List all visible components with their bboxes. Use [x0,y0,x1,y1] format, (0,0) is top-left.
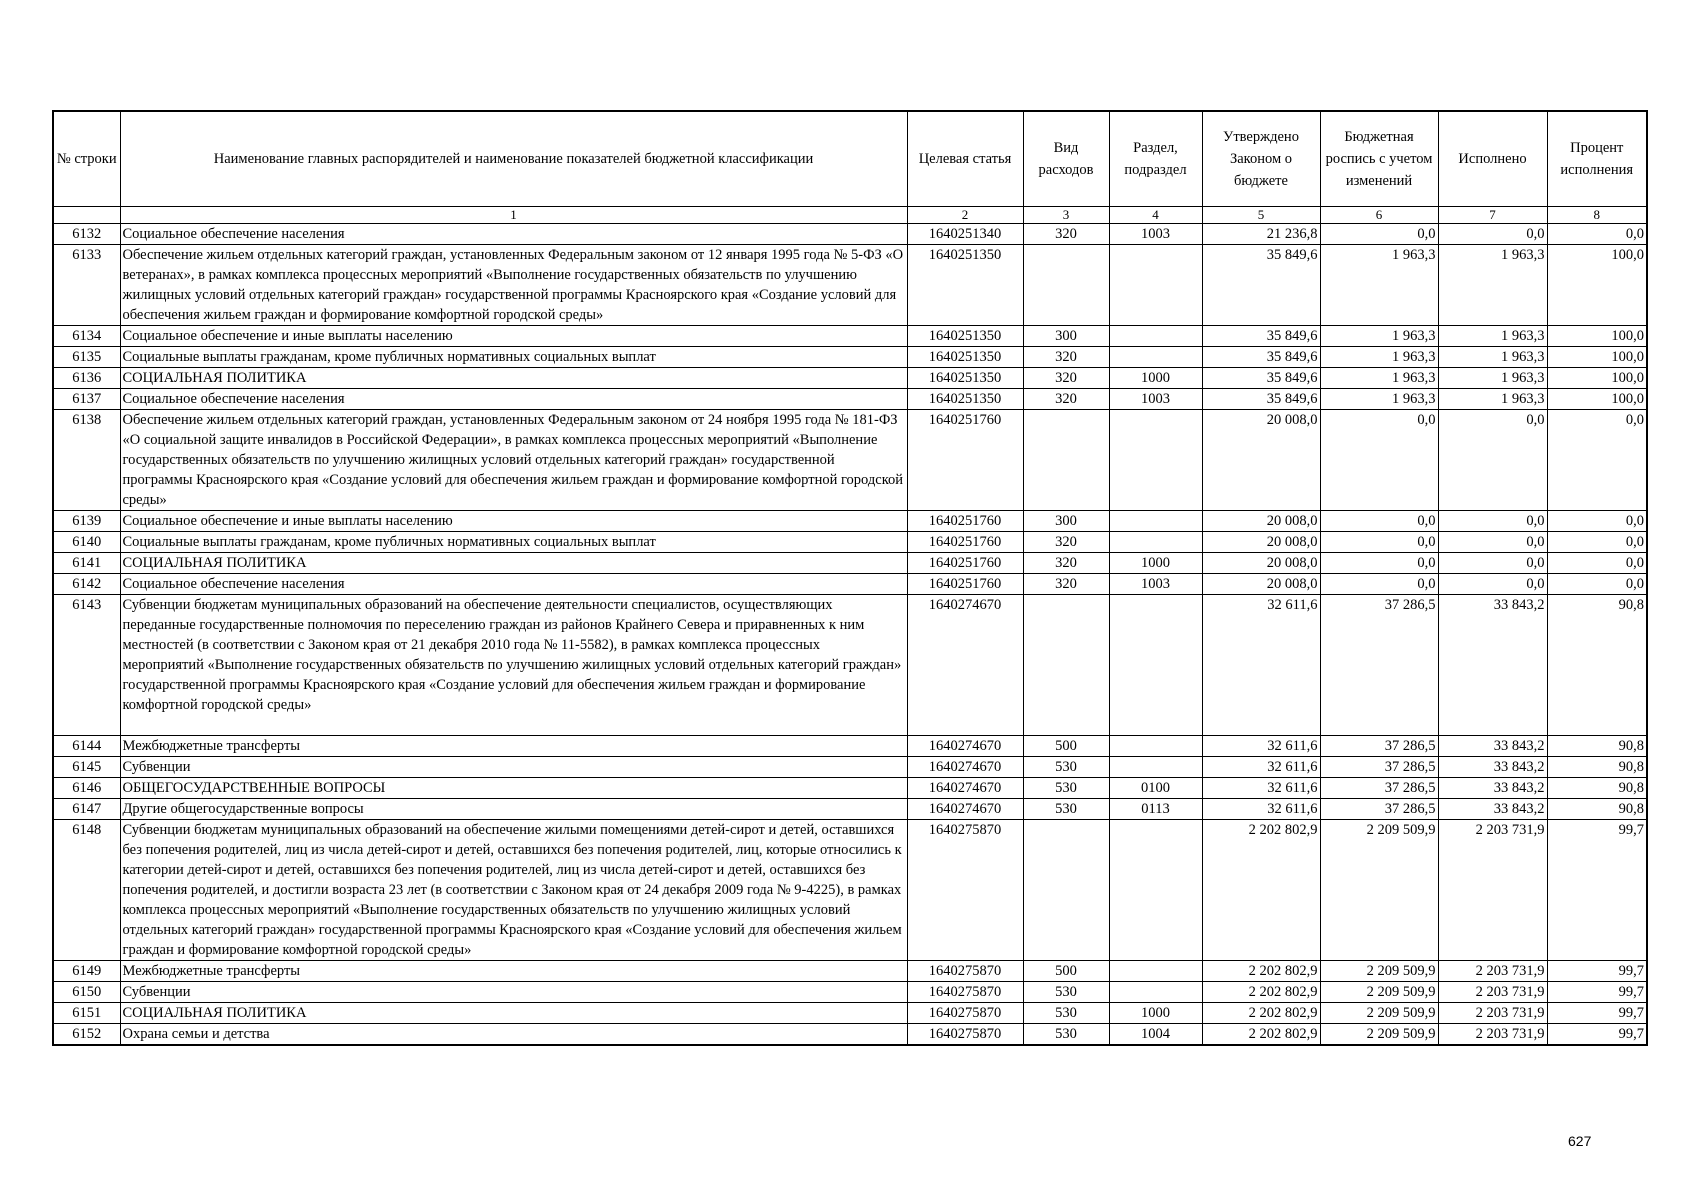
approved-amount-cell: 2 202 802,9 [1202,820,1320,961]
percent-cell: 99,7 [1547,961,1647,982]
revised-amount-cell: 37 286,5 [1320,736,1438,757]
table-row [53,799,1647,820]
executed-amount-cell: 0,0 [1438,553,1547,574]
header-section: Раздел, подраздел [1109,111,1202,207]
revised-amount-cell: 0,0 [1320,410,1438,511]
indicator-name-cell: Социальное обеспечение и иные выплаты населению [120,326,907,347]
section-cell [1109,410,1202,511]
table-row [53,553,1647,574]
indicator-name-cell: СОЦИАЛЬНАЯ ПОЛИТИКА [120,368,907,389]
executed-amount-cell: 2 203 731,9 [1438,961,1547,982]
approved-amount-cell: 35 849,6 [1202,245,1320,326]
expense-type-cell: 530 [1023,982,1109,1003]
column-number: 3 [1023,207,1109,224]
approved-amount-cell: 2 202 802,9 [1202,1003,1320,1024]
row-number-cell: 6147 [53,799,120,820]
row-number-cell: 6152 [53,1024,120,1046]
section-cell [1109,245,1202,326]
target-article-cell: 1640251760 [907,532,1023,553]
revised-amount-cell: 37 286,5 [1320,595,1438,736]
revised-amount-cell: 2 209 509,9 [1320,982,1438,1003]
percent-cell: 100,0 [1547,389,1647,410]
percent-cell: 0,0 [1547,532,1647,553]
expense-type-cell: 530 [1023,757,1109,778]
section-cell: 0113 [1109,799,1202,820]
section-cell [1109,532,1202,553]
row-number-cell: 6137 [53,389,120,410]
percent-cell: 0,0 [1547,574,1647,595]
revised-amount-cell: 0,0 [1320,553,1438,574]
percent-cell: 99,7 [1547,1003,1647,1024]
target-article-cell: 1640275870 [907,820,1023,961]
column-number: 6 [1320,207,1438,224]
target-article-cell: 1640251350 [907,347,1023,368]
row-number-cell: 6144 [53,736,120,757]
executed-amount-cell: 1 963,3 [1438,347,1547,368]
percent-cell: 100,0 [1547,326,1647,347]
revised-amount-cell: 1 963,3 [1320,326,1438,347]
expense-type-cell: 320 [1023,574,1109,595]
section-cell: 1000 [1109,553,1202,574]
row-number-cell: 6151 [53,1003,120,1024]
section-cell: 0100 [1109,778,1202,799]
section-cell: 1000 [1109,368,1202,389]
indicator-name-cell: Социальное обеспечение населения [120,389,907,410]
row-number-cell: 6142 [53,574,120,595]
column-number [53,207,120,224]
executed-amount-cell: 1 963,3 [1438,245,1547,326]
revised-amount-cell: 1 963,3 [1320,389,1438,410]
revised-amount-cell: 2 209 509,9 [1320,820,1438,961]
executed-amount-cell: 0,0 [1438,532,1547,553]
target-article-cell: 1640275870 [907,1003,1023,1024]
approved-amount-cell: 32 611,6 [1202,736,1320,757]
section-cell [1109,757,1202,778]
table-row [53,736,1647,757]
table-row [53,224,1647,245]
executed-amount-cell: 33 843,2 [1438,736,1547,757]
executed-amount-cell: 33 843,2 [1438,757,1547,778]
percent-cell: 90,8 [1547,595,1647,736]
approved-amount-cell: 20 008,0 [1202,511,1320,532]
section-cell: 1004 [1109,1024,1202,1046]
target-article-cell: 1640275870 [907,1024,1023,1046]
column-number: 2 [907,207,1023,224]
header-revised: Бюджетная роспись с учетом изменений [1320,111,1438,207]
approved-amount-cell: 32 611,6 [1202,799,1320,820]
expense-type-cell: 320 [1023,532,1109,553]
section-cell [1109,820,1202,961]
header-approved: Утверждено Законом о бюджете [1202,111,1320,207]
table-row [53,245,1647,326]
approved-amount-cell: 32 611,6 [1202,595,1320,736]
approved-amount-cell: 2 202 802,9 [1202,982,1320,1003]
expense-type-cell: 300 [1023,326,1109,347]
expense-type-cell [1023,820,1109,961]
target-article-cell: 1640251350 [907,245,1023,326]
percent-cell: 0,0 [1547,553,1647,574]
approved-amount-cell: 32 611,6 [1202,757,1320,778]
row-number-cell: 6141 [53,553,120,574]
table-row [53,368,1647,389]
column-number-row [53,207,1647,224]
executed-amount-cell: 2 203 731,9 [1438,1024,1547,1046]
indicator-name-cell: Социальное обеспечение и иные выплаты населению [120,511,907,532]
target-article-cell: 1640251760 [907,410,1023,511]
expense-type-cell: 500 [1023,961,1109,982]
section-cell: 1003 [1109,389,1202,410]
approved-amount-cell: 2 202 802,9 [1202,1024,1320,1046]
target-article-cell: 1640251350 [907,326,1023,347]
expense-type-cell: 530 [1023,778,1109,799]
indicator-name-cell: ОБЩЕГОСУДАРСТВЕННЫЕ ВОПРОСЫ [120,778,907,799]
column-number: 5 [1202,207,1320,224]
executed-amount-cell: 0,0 [1438,511,1547,532]
indicator-name-cell: Социальные выплаты гражданам, кроме публичных нормативных социальных выплат [120,347,907,368]
expense-type-cell: 320 [1023,224,1109,245]
expense-type-cell: 530 [1023,1024,1109,1046]
table-row [53,1003,1647,1024]
executed-amount-cell: 0,0 [1438,574,1547,595]
indicator-name-cell: Обеспечение жильем отдельных категорий граждан, установленных Федеральным законом от 12 января 1995 года № 5-ФЗ «О ветеранах», в рамках комплекса процессных мероприятий «Выполнение государственных обязательств по улучшению жилищных условий отдельных категорий граждан» государственной программы Красноярского края «Создание условий для обеспечения жильем граждан и формирование комфортной городской среды» [120,245,907,326]
indicator-name-cell: Другие общегосударственные вопросы [120,799,907,820]
approved-amount-cell: 20 008,0 [1202,574,1320,595]
section-cell: 1000 [1109,1003,1202,1024]
table-header [53,111,1647,224]
percent-cell: 100,0 [1547,368,1647,389]
expense-type-cell [1023,245,1109,326]
percent-cell: 90,8 [1547,799,1647,820]
target-article-cell: 1640274670 [907,595,1023,736]
section-cell [1109,736,1202,757]
table-row [53,757,1647,778]
row-number-cell: 6136 [53,368,120,389]
expense-type-cell: 320 [1023,553,1109,574]
executed-amount-cell: 33 843,2 [1438,799,1547,820]
approved-amount-cell: 20 008,0 [1202,410,1320,511]
indicator-name-cell: Социальное обеспечение населения [120,224,907,245]
table-row [53,410,1647,511]
percent-cell: 99,7 [1547,820,1647,961]
revised-amount-cell: 1 963,3 [1320,347,1438,368]
table-row [53,347,1647,368]
table-row [53,574,1647,595]
table-row [53,961,1647,982]
table-row [53,532,1647,553]
table-row [53,1024,1647,1046]
indicator-name-cell: Субвенции бюджетам муниципальных образований на обеспечение деятельности специалистов, осуществляющих переданные государственные полномочия по переселению граждан из районов Крайнего Севера и приравненных к ним местностей (в соответствии с Законом края от 21 декабря 2010 года № 11-5582), в рамках комплекса процессных мероприятий «Выполнение государственных обязательств по улучшению жилищных условий отдельных категорий граждан» государственной программы Красноярского края «Создание условий для обеспечения жильем граждан и формирование комфортной городской среды» [120,595,907,736]
approved-amount-cell: 2 202 802,9 [1202,961,1320,982]
revised-amount-cell: 2 209 509,9 [1320,961,1438,982]
approved-amount-cell: 20 008,0 [1202,553,1320,574]
indicator-name-cell: СОЦИАЛЬНАЯ ПОЛИТИКА [120,553,907,574]
percent-cell: 99,7 [1547,982,1647,1003]
column-number: 7 [1438,207,1547,224]
indicator-name-cell: Социальные выплаты гражданам, кроме публичных нормативных социальных выплат [120,532,907,553]
row-number-cell: 6132 [53,224,120,245]
row-number-cell: 6140 [53,532,120,553]
approved-amount-cell: 35 849,6 [1202,389,1320,410]
expense-type-cell: 530 [1023,799,1109,820]
column-number: 8 [1547,207,1647,224]
revised-amount-cell: 0,0 [1320,532,1438,553]
revised-amount-cell: 2 209 509,9 [1320,1003,1438,1024]
expense-type-cell: 500 [1023,736,1109,757]
revised-amount-cell: 37 286,5 [1320,757,1438,778]
target-article-cell: 1640251760 [907,511,1023,532]
table-body [53,224,1647,1046]
row-number-cell: 6150 [53,982,120,1003]
revised-amount-cell: 1 963,3 [1320,368,1438,389]
indicator-name-cell: Межбюджетные трансферты [120,736,907,757]
column-number: 4 [1109,207,1202,224]
target-article-cell: 1640275870 [907,961,1023,982]
percent-cell: 90,8 [1547,736,1647,757]
header-target-article: Целевая статья [907,111,1023,207]
executed-amount-cell: 0,0 [1438,224,1547,245]
target-article-cell: 1640274670 [907,736,1023,757]
column-number: 1 [120,207,907,224]
percent-cell: 100,0 [1547,245,1647,326]
header-executed: Исполнено [1438,111,1547,207]
section-cell: 1003 [1109,224,1202,245]
percent-cell: 90,8 [1547,778,1647,799]
indicator-name-cell: Межбюджетные трансферты [120,961,907,982]
executed-amount-cell: 2 203 731,9 [1438,820,1547,961]
row-number-cell: 6138 [53,410,120,511]
approved-amount-cell: 35 849,6 [1202,326,1320,347]
executed-amount-cell: 1 963,3 [1438,368,1547,389]
section-cell [1109,511,1202,532]
target-article-cell: 1640274670 [907,778,1023,799]
executed-amount-cell: 2 203 731,9 [1438,1003,1547,1024]
percent-cell: 99,7 [1547,1024,1647,1046]
target-article-cell: 1640251760 [907,553,1023,574]
table-row [53,778,1647,799]
row-number-cell: 6133 [53,245,120,326]
row-number-cell: 6145 [53,757,120,778]
section-cell [1109,326,1202,347]
row-number-cell: 6135 [53,347,120,368]
approved-amount-cell: 35 849,6 [1202,347,1320,368]
executed-amount-cell: 1 963,3 [1438,389,1547,410]
row-number-cell: 6146 [53,778,120,799]
section-cell [1109,961,1202,982]
indicator-name-cell: Охрана семьи и детства [120,1024,907,1046]
percent-cell: 100,0 [1547,347,1647,368]
row-number-cell: 6148 [53,820,120,961]
header-expense-type: Вид расходов [1023,111,1109,207]
expense-type-cell [1023,595,1109,736]
target-article-cell: 1640251350 [907,389,1023,410]
section-cell [1109,595,1202,736]
expense-type-cell: 320 [1023,389,1109,410]
executed-amount-cell: 2 203 731,9 [1438,982,1547,1003]
header-row [53,111,1647,207]
budget-execution-table [52,110,1648,1046]
target-article-cell: 1640274670 [907,757,1023,778]
target-article-cell: 1640251760 [907,574,1023,595]
indicator-name-cell: Обеспечение жильем отдельных категорий граждан, установленных Федеральным законом от 24 ноября 1995 года № 181-ФЗ «О социальной защите инвалидов в Российской Федерации», в рамках комплекса процессных мероприятий «Выполнение государственных обязательств по улучшению жилищных условий отдельных категорий граждан» государственной программы Красноярского края «Создание условий для обеспечения жильем граждан и формирование комфортной городской среды» [120,410,907,511]
target-article-cell: 1640275870 [907,982,1023,1003]
expense-type-cell: 320 [1023,368,1109,389]
revised-amount-cell: 37 286,5 [1320,778,1438,799]
expense-type-cell: 300 [1023,511,1109,532]
table-row [53,389,1647,410]
percent-cell: 90,8 [1547,757,1647,778]
table-row [53,326,1647,347]
revised-amount-cell: 0,0 [1320,574,1438,595]
approved-amount-cell: 21 236,8 [1202,224,1320,245]
revised-amount-cell: 37 286,5 [1320,799,1438,820]
indicator-name-cell: Субвенции [120,757,907,778]
indicator-name-cell: СОЦИАЛЬНАЯ ПОЛИТИКА [120,1003,907,1024]
expense-type-cell: 530 [1023,1003,1109,1024]
revised-amount-cell: 0,0 [1320,224,1438,245]
revised-amount-cell: 0,0 [1320,511,1438,532]
section-cell [1109,347,1202,368]
table-row [53,820,1647,961]
row-number-cell: 6139 [53,511,120,532]
percent-cell: 0,0 [1547,224,1647,245]
executed-amount-cell: 33 843,2 [1438,778,1547,799]
header-row-number: № строки [53,111,120,207]
executed-amount-cell: 0,0 [1438,410,1547,511]
budget-report-sheet [52,110,1646,1046]
table-row [53,982,1647,1003]
section-cell: 1003 [1109,574,1202,595]
header-percent: Процент исполнения [1547,111,1647,207]
header-name: Наименование главных распорядителей и наименование показателей бюджетной классификации [120,111,907,207]
section-cell [1109,982,1202,1003]
table-row [53,595,1647,736]
approved-amount-cell: 32 611,6 [1202,778,1320,799]
revised-amount-cell: 2 209 509,9 [1320,1024,1438,1046]
executed-amount-cell: 33 843,2 [1438,595,1547,736]
indicator-name-cell: Субвенции бюджетам муниципальных образований на обеспечение жилыми помещениями детей-сирот и детей, оставшихся без попечения родителей, лиц из числа детей-сирот и детей, оставшихся без попечения родителей, лиц, которые относились к категории детей-сирот и детей, оставшихся без попечения родителей, лиц из числа детей-сирот и детей, оставшихся без попечения родителей, и достигли возраста 23 лет (в соответствии с Законом края от 24 декабря 2009 года № 9-4225), в рамках комплекса процессных мероприятий «Выполнение государственных обязательств по улучшению жилищных условий отдельных категорий граждан» государственной программы Красноярского края «Создание условий для обеспечения жильем граждан и формирование комфортной городской среды» [120,820,907,961]
indicator-name-cell: Субвенции [120,982,907,1003]
row-number-cell: 6143 [53,595,120,736]
percent-cell: 0,0 [1547,511,1647,532]
executed-amount-cell: 1 963,3 [1438,326,1547,347]
target-article-cell: 1640251340 [907,224,1023,245]
page-number: 627 [1568,1133,1592,1149]
revised-amount-cell: 1 963,3 [1320,245,1438,326]
expense-type-cell [1023,410,1109,511]
row-number-cell: 6134 [53,326,120,347]
table-row [53,511,1647,532]
indicator-name-cell: Социальное обеспечение населения [120,574,907,595]
row-number-cell: 6149 [53,961,120,982]
approved-amount-cell: 35 849,6 [1202,368,1320,389]
target-article-cell: 1640251350 [907,368,1023,389]
percent-cell: 0,0 [1547,410,1647,511]
target-article-cell: 1640274670 [907,799,1023,820]
expense-type-cell: 320 [1023,347,1109,368]
approved-amount-cell: 20 008,0 [1202,532,1320,553]
